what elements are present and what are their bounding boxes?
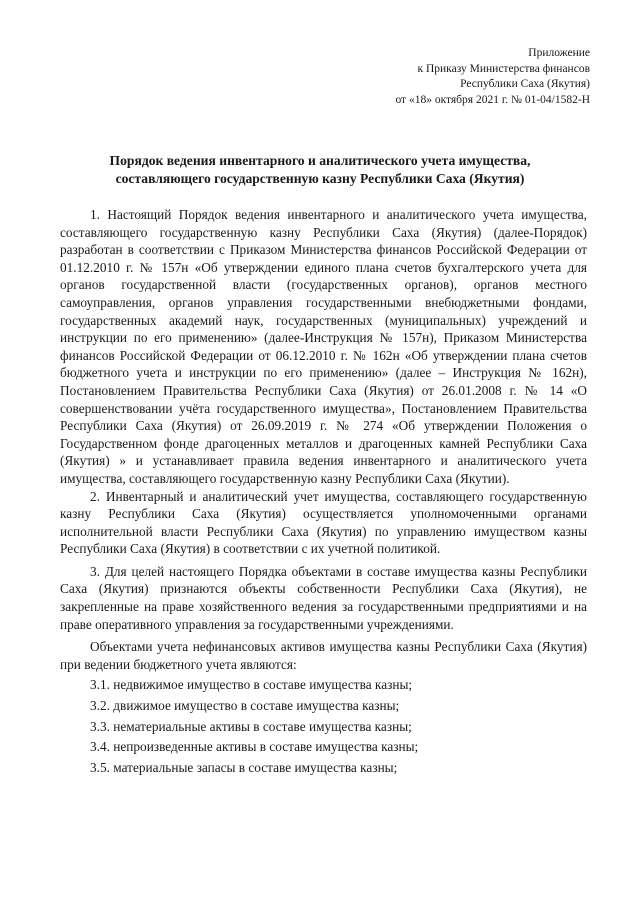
header-line: Республики Саха (Якутия) [460,78,590,90]
list-item: 3.1. недвижимое имущество в составе имущества казны; [90,677,413,693]
document-title [60,152,580,188]
header-line: от «18» октября 2021 г. № 01-04/1582-Н [395,93,590,106]
header-line: к Приказу Министерства финансов [417,62,590,75]
paragraph-2: 2. Инвентарный и аналитический учет имущества, составляющего государственную казну Республики Саха (Якутия) осуществляется уполномоченными органами исполнительной власти Республики Саха (Якутия) по управлению имуществом казны Республики Саха (Якутия) в соответствии с их учетной политикой. [60,488,587,557]
list-item: 3.3. нематериальные активы в составе имущества казны; [90,718,412,734]
paragraph-4: Объектами учета нефинансовых активов имущества казны Республики Саха (Якутия) при ведении бюджетного учета являются: [60,639,587,672]
list-item: 3.4. непроизведенные активы в составе имущества казны; [90,739,419,755]
header-line: Приложение [528,47,590,59]
paragraph-1: 1. Настоящий Порядок ведения инвентарного и аналитического учета имущества, составляющего государственную казну Республики Саха (Якутия) (далее-Порядок) разработан в соответствии с Приказом Министерства финансов Российской Федерации от 01.12.2010 г. № 157н «Об утверждении единого плана счетов бухгалтерского учета для органов государственной власти (государственных органов), органов местного самоуправления, органов управления государственными внебюджетными фондами, государственных академий наук, государственных (муниципальных) учреждений и инструкции по его применению» (далее-Инструкция № 157н), Приказом Министерства финансов Российской Федерации от 06.12.2010 г. № 162н «Об утверждении плана счетов бюджетного учета и инструкции по его применению» (далее – Инструкция № 162н), Постановлением Правительства Республики Саха (Якутия) от 26.01.2008 г. № 14 «О совершенствовании учёта государственного имущества», Постановлением Правительства Республики Саха (Якутия) от 26.09.2019 г. № 274 «Об утверждении Положения о Государственном фонде драгоценных металлов и драгоценных камней Республики Саха (Якутия) » и устанавливает правила ведения инвентарного и аналитического учета имущества, составляющего государственную казну Республики Саха (Якутии). [60,207,587,486]
list-item: 3.5. материальные запасы в составе имущества казны; [90,759,398,775]
list-item: 3.2. движимое имущество в составе имущества казны; [90,698,400,714]
title-line: составляющего государственную казну Республики Саха (Якутия) [115,171,525,186]
document-body [60,206,587,776]
title-line: Порядок ведения инвентарного и аналитического учета имущества, [109,153,531,168]
paragraph-3: 3. Для целей настоящего Порядка объектами в составе имущества казны Республики Саха (Якутия) признаются объекты собственности Республики Саха (Якутия), не закрепленные на праве хозяйственного ведения за государственными предприятиями и на праве оперативного управления за государственными учреждениями. [60,563,587,632]
appendix-header [290,46,590,108]
